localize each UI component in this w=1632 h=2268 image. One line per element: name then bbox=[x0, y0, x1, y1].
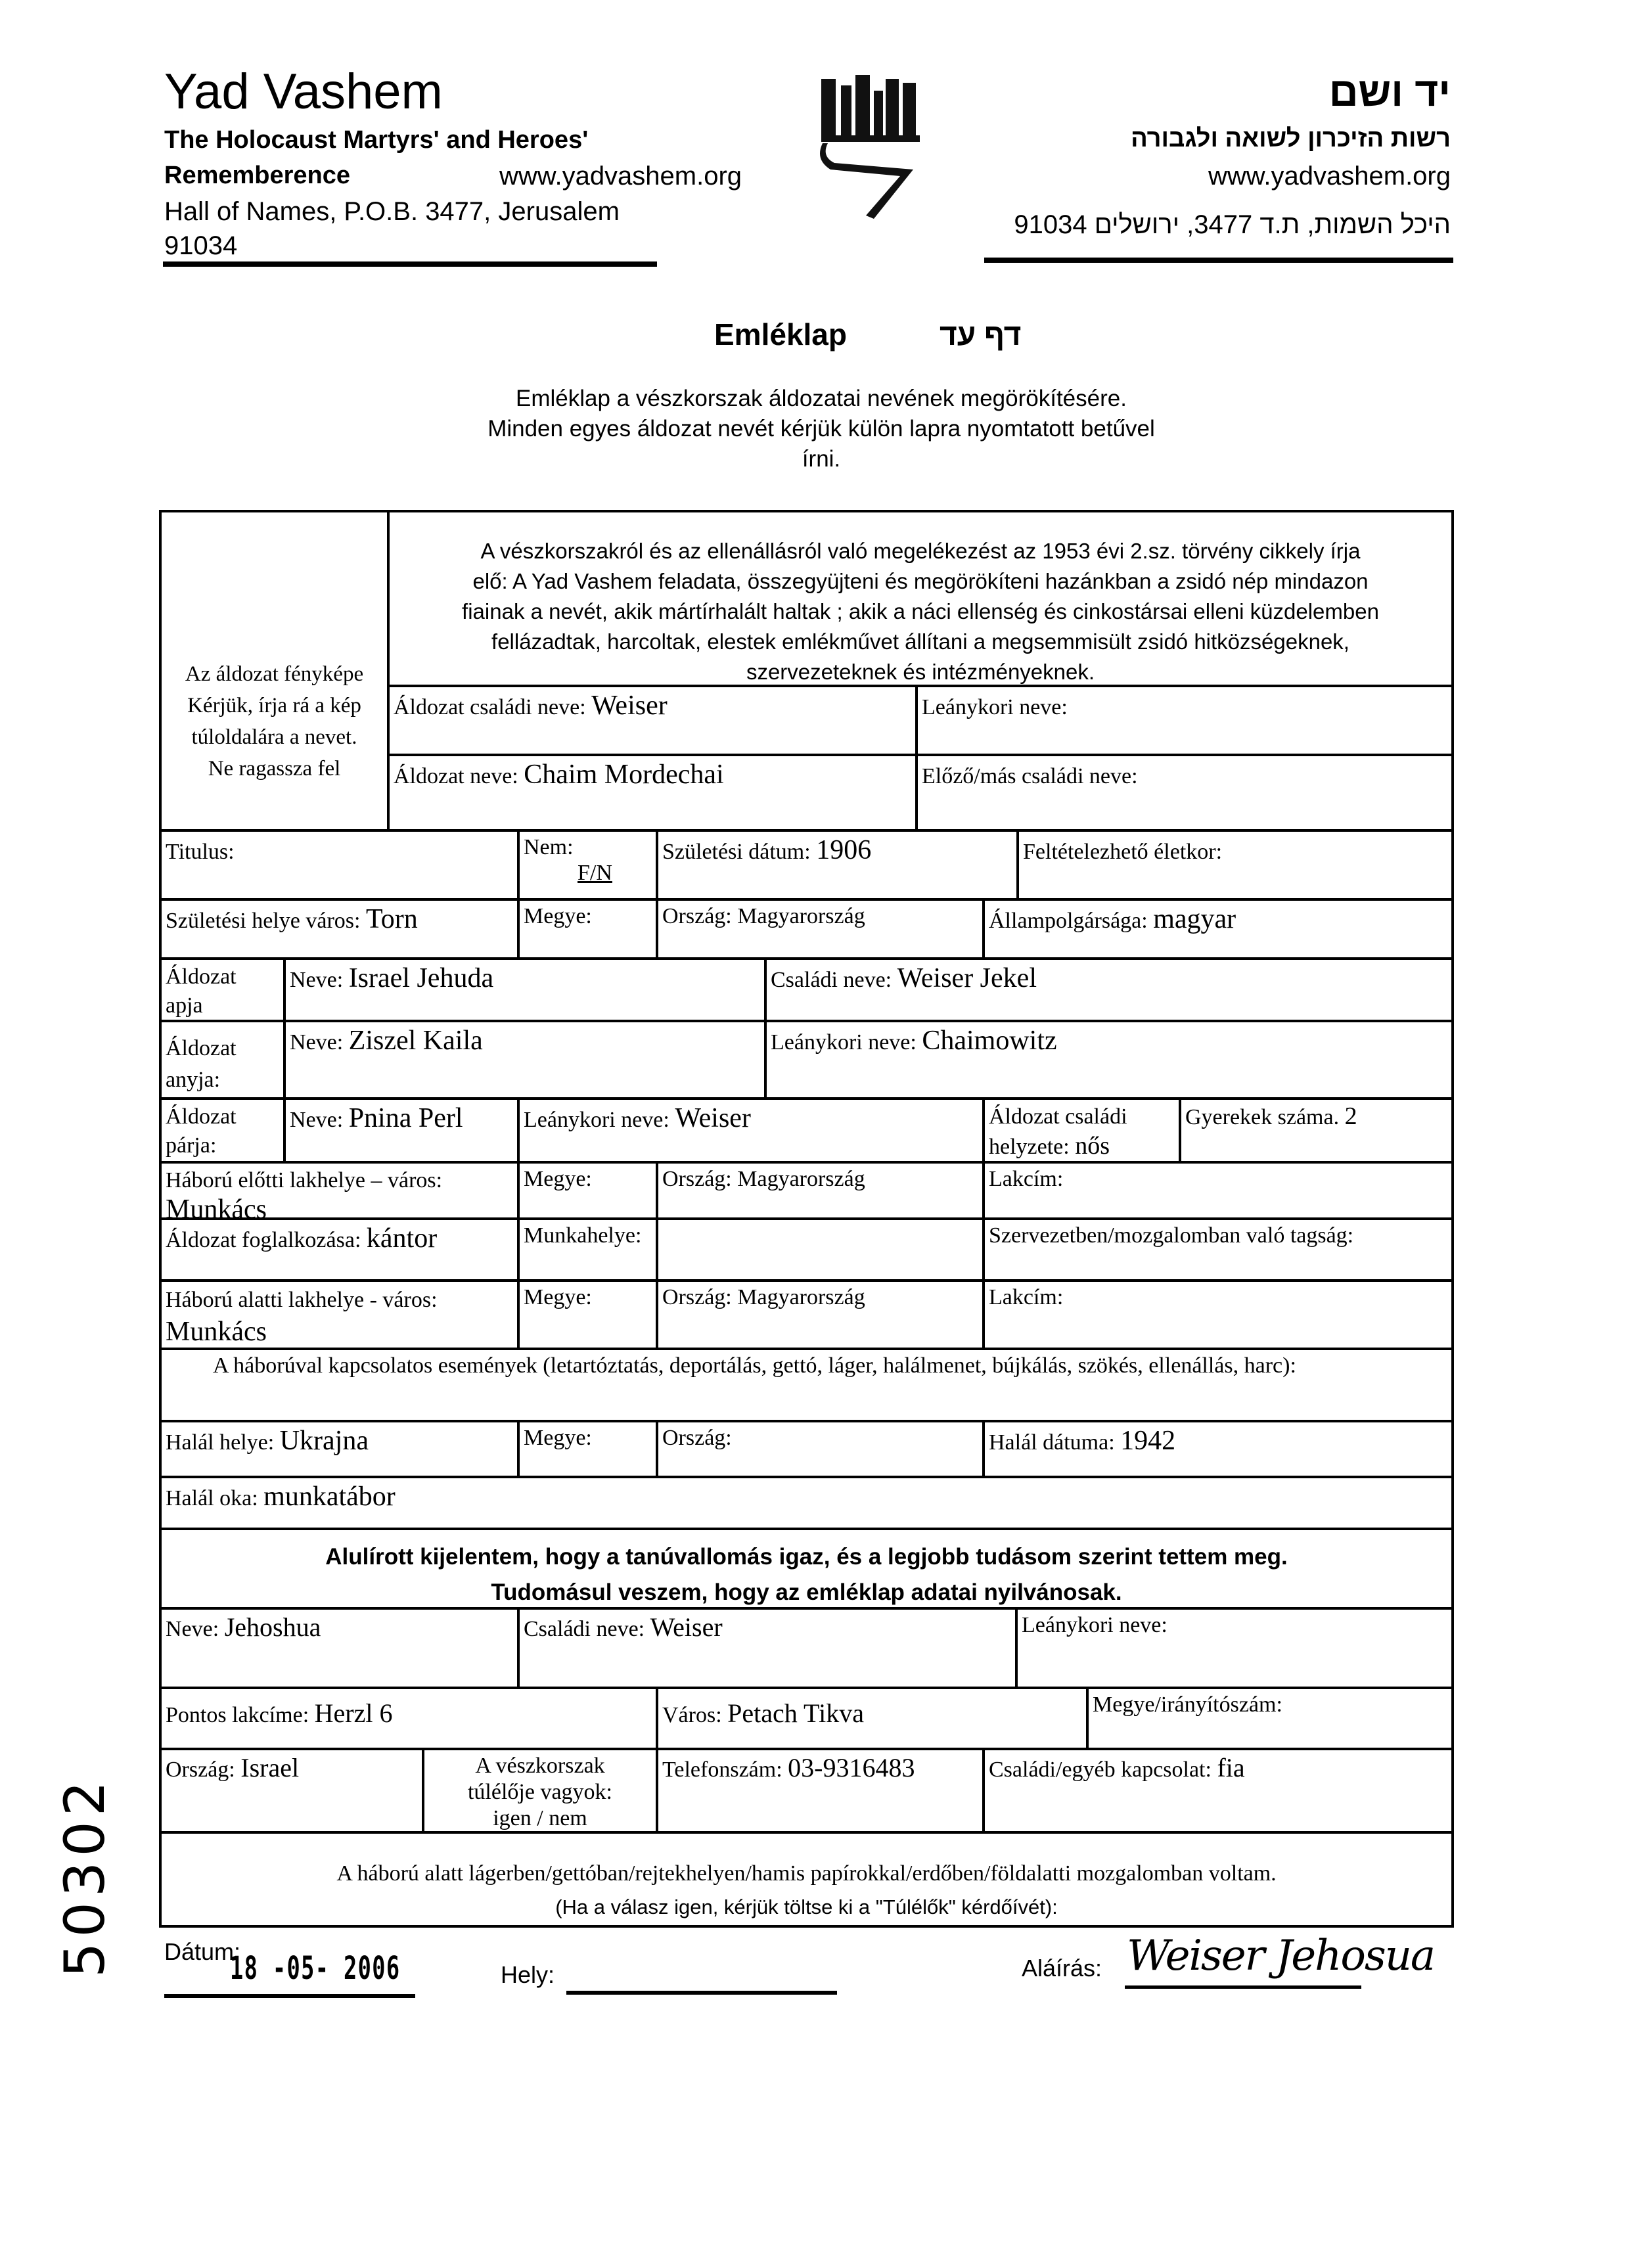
header-right-rule bbox=[984, 258, 1453, 263]
field-value: Weiser bbox=[591, 691, 668, 721]
margin-handwritten-number: 50302 bbox=[53, 1775, 117, 1978]
survivor-note-line: A háború alatt lágerben/gettóban/rejtekhelyen/hamis papírokkal/erdőben/földalatti mozgalomban voltam. bbox=[336, 1861, 1277, 1886]
gender-value: F/N bbox=[578, 861, 612, 886]
field-value: Israel Jehuda bbox=[348, 963, 494, 993]
photo-box[interactable] bbox=[159, 510, 390, 832]
field-label: Születési helye város: bbox=[166, 909, 361, 933]
field-label: Halál helye: bbox=[166, 1430, 275, 1455]
field-label: Előző/más családi neve: bbox=[922, 764, 1138, 788]
date-value[interactable]: 18 -05- 2006 bbox=[230, 1950, 401, 1987]
place-label: Hely: bbox=[501, 1961, 555, 1988]
org-title: Yad Vashem bbox=[164, 64, 443, 120]
field-value: Pnina Perl bbox=[348, 1103, 463, 1133]
header-left-rule bbox=[163, 261, 657, 267]
field-label: Neve: bbox=[290, 1108, 344, 1132]
field-value: 1906 bbox=[816, 835, 872, 865]
org-address-line2: 91034 bbox=[164, 231, 238, 260]
field-label: Szervezetben/mozgalomban való tagság: bbox=[989, 1223, 1354, 1248]
field-label: Családi/egyéb kapcsolat: bbox=[989, 1758, 1212, 1782]
law-line: fiainak a nevét, akik mártírhalált haltak ; akik a náci ellenség és cinkostársai elleni küzdelemben bbox=[462, 599, 1379, 624]
field-label: helyzete: bbox=[989, 1135, 1070, 1159]
field-label: Lakcím: bbox=[989, 1167, 1064, 1191]
field-label: Ország: bbox=[166, 1758, 235, 1782]
death-place-field[interactable] bbox=[159, 1420, 520, 1478]
submitter-phone-field[interactable] bbox=[656, 1748, 985, 1834]
membership-field[interactable] bbox=[982, 1217, 1454, 1282]
law-line: szervezeteknek és intézményeknek. bbox=[746, 660, 1095, 684]
father-family-name-field[interactable] bbox=[764, 957, 1454, 1022]
org-subtitle-line2: Rememberence bbox=[164, 162, 351, 189]
victim-estimated-age-field[interactable] bbox=[1016, 829, 1454, 901]
victim-gender-field[interactable] bbox=[517, 829, 658, 901]
field-label: Ország: bbox=[662, 904, 732, 928]
prewar-city-field[interactable] bbox=[159, 1161, 520, 1220]
death-county-field[interactable] bbox=[517, 1420, 658, 1478]
wartime-country-field[interactable] bbox=[656, 1279, 985, 1350]
form-title-hebrew: דף עד bbox=[940, 317, 1022, 352]
field-label: Háború alatti lakhelye - város: bbox=[166, 1288, 438, 1312]
field-label: Családi neve: bbox=[524, 1617, 645, 1641]
declaration-box bbox=[159, 1528, 1454, 1610]
submitter-country-field[interactable] bbox=[159, 1748, 424, 1834]
field-label: Neve: bbox=[290, 968, 344, 992]
field-value: Chaimowitz bbox=[922, 1026, 1057, 1056]
field-label: Város: bbox=[662, 1703, 722, 1727]
field-label: Ország: bbox=[662, 1285, 732, 1309]
form-title: Emléklap bbox=[714, 317, 847, 352]
victim-previous-name-field[interactable] bbox=[915, 754, 1454, 832]
field-label: Leánykori neve: bbox=[922, 695, 1068, 719]
field-label: Áldozat családi neve: bbox=[394, 695, 586, 719]
law-text-box bbox=[387, 510, 1454, 687]
field-value: Munkács bbox=[166, 1317, 267, 1347]
field-label: Lakcím: bbox=[989, 1285, 1064, 1309]
prewar-country-field[interactable] bbox=[656, 1161, 985, 1220]
law-line: A vészkorszakról és az ellenállásról való megelékezést az 1953 évi 2.sz. törvény cikkely írja bbox=[480, 539, 1361, 563]
survivor-question-field[interactable] bbox=[422, 1748, 658, 1834]
birth-county-field[interactable] bbox=[517, 898, 658, 960]
field-label: Leánykori neve: bbox=[771, 1030, 917, 1055]
field-label: A vészkorszak bbox=[475, 1754, 605, 1778]
field-value: Magyarország bbox=[737, 904, 865, 928]
submitter-name-field[interactable] bbox=[159, 1607, 520, 1689]
field-label: Leánykori neve: bbox=[524, 1108, 669, 1132]
field-label: Megye: bbox=[524, 1167, 592, 1191]
field-label: Munkahelye: bbox=[524, 1223, 642, 1248]
photo-box-line: túloldalára a nevet. bbox=[191, 725, 357, 749]
org-address-line1: Hall of Names, P.O.B. 3477, Jerusalem bbox=[164, 197, 620, 226]
field-value: Herzl 6 bbox=[314, 1698, 393, 1728]
field-label: Telefonszám: bbox=[662, 1758, 782, 1782]
field-value: Weiser bbox=[675, 1103, 751, 1133]
org-title-hebrew: יד ושם bbox=[1328, 70, 1451, 115]
field-value: fia bbox=[1217, 1753, 1245, 1782]
victim-birth-date-field[interactable] bbox=[656, 829, 1019, 901]
field-label: Háború előtti lakhelye – város: bbox=[166, 1168, 443, 1192]
field-label: Áldozat neve: bbox=[394, 764, 518, 788]
wartime-county-field[interactable] bbox=[517, 1279, 658, 1350]
father-name-field[interactable] bbox=[283, 957, 767, 1022]
death-cause-field[interactable] bbox=[159, 1476, 1454, 1530]
field-value: 2 bbox=[1344, 1102, 1357, 1130]
date-label: Dátum: bbox=[164, 1938, 241, 1965]
survivor-note-box bbox=[159, 1831, 1454, 1928]
org-url: www.yadvashem.org bbox=[499, 162, 742, 191]
mother-name-field[interactable] bbox=[283, 1020, 767, 1100]
victim-family-name-field[interactable] bbox=[387, 685, 918, 756]
field-value: 03-9316483 bbox=[788, 1753, 915, 1782]
field-label: Halál dátuma: bbox=[989, 1430, 1115, 1455]
field-value: Weiser bbox=[650, 1612, 723, 1642]
field-label: Állampolgársága: bbox=[989, 909, 1148, 933]
birth-country-field[interactable] bbox=[656, 898, 985, 960]
law-line: elő: A Yad Vashem feladata, összegyüjteni és megörökíteni hazánkban a zsidó nép mindazon bbox=[472, 569, 1369, 593]
occupation-field[interactable] bbox=[159, 1217, 520, 1282]
field-label: Áldozat családi bbox=[989, 1104, 1127, 1129]
war-events-field[interactable] bbox=[159, 1348, 1454, 1422]
place-field[interactable] bbox=[566, 1967, 837, 1995]
field-value: Ukrajna bbox=[279, 1426, 369, 1456]
field-label: Megye: bbox=[524, 1426, 592, 1450]
children-count-field[interactable] bbox=[1179, 1097, 1454, 1164]
field-label: A háborúval kapcsolatos események (letartóztatás, deportálás, gettó, láger, halálmenet, bújkálás, szökés, ellenállás, harc): bbox=[213, 1353, 1296, 1378]
victim-title-field[interactable] bbox=[159, 829, 520, 901]
victim-maiden-name-field[interactable] bbox=[915, 685, 1454, 756]
spouse-name-field[interactable] bbox=[283, 1097, 520, 1164]
declaration-line: Tudomásul veszem, hogy az emléklap adatai nyilvánosak. bbox=[491, 1579, 1122, 1605]
submitter-family-name-field[interactable] bbox=[517, 1607, 1018, 1689]
submitter-city-field[interactable] bbox=[656, 1687, 1089, 1750]
field-label: Titulus: bbox=[166, 840, 235, 864]
field-label: Ország: bbox=[662, 1426, 732, 1450]
prewar-address-field[interactable] bbox=[982, 1161, 1454, 1220]
law-line: fellázadtak, harcoltak, elestek emlékművet állítani a megsemmisült zsidó hitközségeknek, bbox=[491, 629, 1349, 654]
field-label: túlélője vagyok: bbox=[467, 1780, 612, 1804]
submitter-zip-field[interactable] bbox=[1086, 1687, 1454, 1750]
mother-label bbox=[159, 1020, 286, 1100]
birth-city-field[interactable] bbox=[159, 898, 520, 960]
field-label: Neve: bbox=[290, 1030, 344, 1055]
spouse-maiden-name-field[interactable] bbox=[517, 1097, 985, 1164]
submitter-address-field[interactable] bbox=[159, 1687, 658, 1750]
field-value: Jehoshua bbox=[224, 1612, 321, 1642]
row-label: apja bbox=[166, 993, 203, 1018]
field-value: Magyarország bbox=[737, 1167, 865, 1191]
org-subtitle-hebrew: רשות הזיכרון לשואה ולגבורה bbox=[1131, 125, 1451, 152]
father-label bbox=[159, 957, 286, 1022]
form-intro bbox=[394, 384, 1248, 474]
org-address-hebrew: היכל השמות, ת.ד 3477, ירושלים 91034 bbox=[1014, 210, 1451, 239]
field-label: Feltételezhető életkor: bbox=[1023, 840, 1223, 864]
field-value: 1942 bbox=[1120, 1426, 1176, 1456]
field-label: Nem: bbox=[524, 835, 574, 859]
signature-underline bbox=[1125, 1985, 1361, 1989]
org-url-right: www.yadvashem.org bbox=[1208, 162, 1451, 191]
submitter-maiden-name-field[interactable] bbox=[1015, 1607, 1454, 1689]
intro-line: írni. bbox=[802, 446, 841, 472]
signature-label: Aláírás: bbox=[1022, 1955, 1102, 1982]
field-value: kántor bbox=[366, 1223, 438, 1254]
field-label: Gyerekek száma. bbox=[1185, 1105, 1340, 1129]
field-value: Torn bbox=[365, 904, 418, 934]
mother-maiden-name-field[interactable] bbox=[764, 1020, 1454, 1100]
field-label: Megye: bbox=[524, 904, 592, 928]
survivor-note-line: (Ha a válasz igen, kérjük töltse ki a "Túlélők" kérdőívét): bbox=[555, 1895, 1058, 1918]
photo-box-line: Ne ragassza fel bbox=[208, 757, 341, 781]
death-date-field[interactable] bbox=[982, 1420, 1454, 1478]
photo-box-line: Az áldozat fényképe bbox=[185, 662, 364, 686]
intro-line: Emléklap a vészkorszak áldozatai nevének megörökítésére. bbox=[516, 386, 1127, 411]
field-label: Születési dátum: bbox=[662, 840, 811, 864]
field-label: Ország: bbox=[662, 1167, 732, 1191]
org-subtitle-line1: The Holocaust Martyrs' and Heroes' bbox=[164, 126, 589, 154]
field-value: Israel bbox=[240, 1753, 300, 1782]
field-label: Halál oka: bbox=[166, 1486, 258, 1510]
prewar-county-field[interactable] bbox=[517, 1161, 658, 1220]
survivor-options[interactable]: igen / nem bbox=[493, 1806, 587, 1830]
row-label: Áldozat bbox=[166, 1036, 237, 1060]
date-underline bbox=[164, 1994, 415, 1998]
field-label: Neve: bbox=[166, 1617, 219, 1641]
field-label: Áldozat foglalkozása: bbox=[166, 1228, 361, 1252]
field-value: Ziszel Kaila bbox=[348, 1026, 483, 1056]
row-label: Áldozat bbox=[166, 1104, 237, 1129]
menorah-logo-icon bbox=[815, 71, 926, 222]
field-label: Pontos lakcíme: bbox=[166, 1703, 309, 1727]
field-value: munkatábor bbox=[263, 1482, 396, 1512]
field-value: nős bbox=[1075, 1132, 1110, 1160]
row-label: párja: bbox=[166, 1133, 217, 1158]
spouse-label bbox=[159, 1097, 286, 1164]
submitter-relationship-field[interactable] bbox=[982, 1748, 1454, 1834]
death-country-field[interactable] bbox=[656, 1420, 985, 1478]
declaration-line: Alulírott kijelentem, hogy a tanúvallomás igaz, és a legjobb tudásom szerint tettem meg. bbox=[325, 1544, 1288, 1570]
field-value: Petach Tikva bbox=[727, 1698, 864, 1728]
gender-options[interactable] bbox=[524, 860, 652, 886]
wartime-city-field[interactable] bbox=[159, 1279, 520, 1350]
row-label: anyja: bbox=[166, 1068, 221, 1092]
signature-value[interactable]: Weiser Jehosua bbox=[1127, 1932, 1435, 1980]
field-value: Weiser Jekel bbox=[897, 963, 1037, 993]
photo-box-line: Kérjük, írja rá a kép bbox=[187, 694, 361, 717]
field-value: Chaim Mordechai bbox=[524, 760, 724, 790]
wartime-address-field[interactable] bbox=[982, 1279, 1454, 1350]
workplace-label-cell bbox=[517, 1217, 658, 1282]
field-value: Munkács bbox=[166, 1194, 267, 1220]
intro-line: Minden egyes áldozat nevét kérjük külön lapra nyomtatott betűvel bbox=[487, 416, 1155, 442]
field-label: Megye: bbox=[524, 1285, 592, 1309]
field-value: Magyarország bbox=[737, 1285, 865, 1309]
field-value: magyar bbox=[1153, 904, 1236, 934]
field-label: Leánykori neve: bbox=[1022, 1613, 1167, 1637]
workplace-field[interactable] bbox=[656, 1217, 985, 1282]
marital-status-field[interactable] bbox=[982, 1097, 1181, 1164]
field-label: Családi neve: bbox=[771, 968, 892, 992]
victim-first-name-field[interactable] bbox=[387, 754, 918, 832]
field-label: Megye/irányítószám: bbox=[1093, 1692, 1282, 1717]
citizenship-field[interactable] bbox=[982, 898, 1454, 960]
row-label: Áldozat bbox=[166, 964, 237, 989]
